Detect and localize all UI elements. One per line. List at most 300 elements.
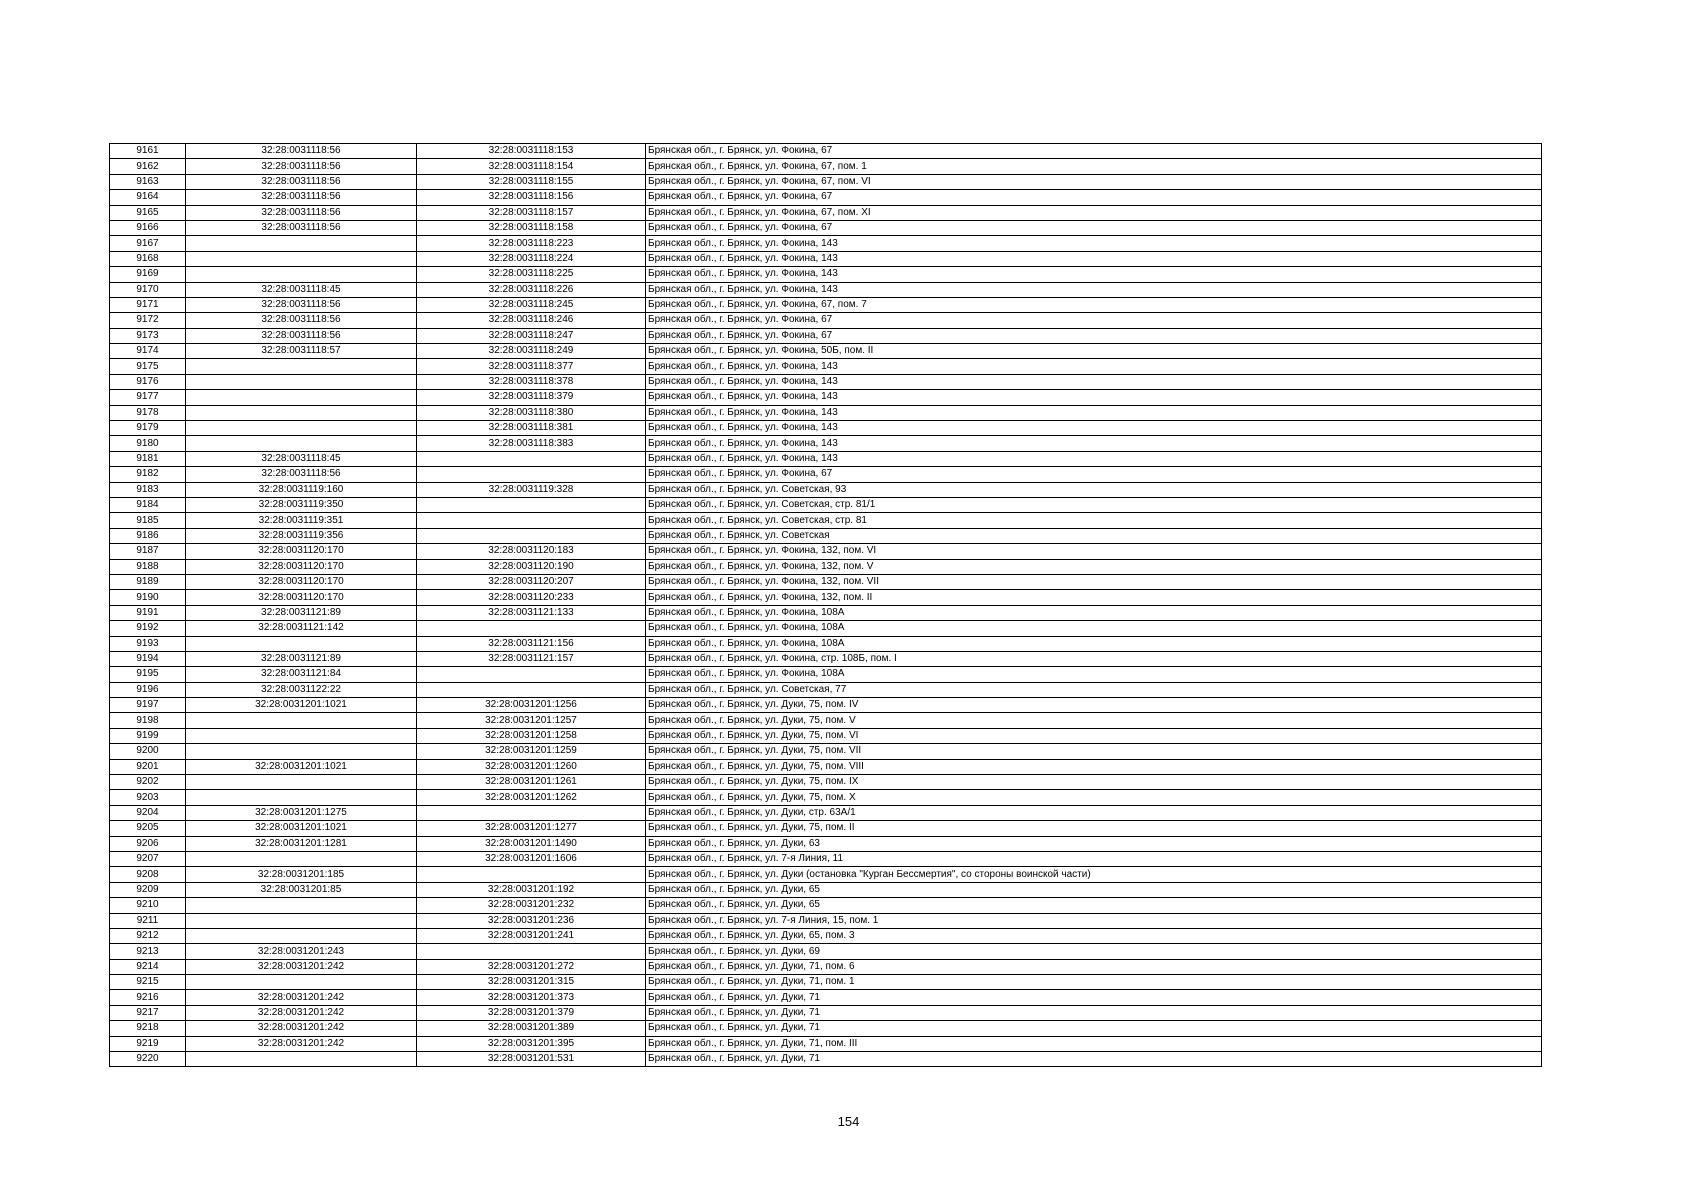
parcel-cadastral-number-cell (186, 251, 417, 266)
table-row (110, 728, 1542, 743)
row-number-cell: 9189 (110, 574, 186, 589)
object-cadastral-number-cell: 32:28:0031118:379 (417, 390, 646, 405)
address-cell: Брянская обл., г. Брянск, ул. Фокина, 67 (646, 144, 1542, 159)
object-cadastral-number-cell: 32:28:0031201:1606 (417, 851, 646, 866)
address-cell: Брянская обл., г. Брянск, ул. Дуки, 71, пом. 1 (646, 975, 1542, 990)
object-cadastral-number-cell (417, 805, 646, 820)
object-cadastral-number-cell: 32:28:0031201:1277 (417, 821, 646, 836)
object-cadastral-number-cell: 32:28:0031118:378 (417, 374, 646, 389)
row-number-cell: 9200 (110, 744, 186, 759)
object-cadastral-number-cell (417, 621, 646, 636)
parcel-cadastral-number-cell (186, 898, 417, 913)
row-number-cell: 9162 (110, 159, 186, 174)
object-cadastral-number-cell: 32:28:0031201:531 (417, 1052, 646, 1067)
parcel-cadastral-number-cell (186, 775, 417, 790)
table-row (110, 605, 1542, 620)
object-cadastral-number-cell: 32:28:0031201:272 (417, 959, 646, 974)
parcel-cadastral-number-cell (186, 359, 417, 374)
table-row (110, 775, 1542, 790)
parcel-cadastral-number-cell: 32:28:0031201:242 (186, 1005, 417, 1020)
row-number-cell: 9196 (110, 682, 186, 697)
row-number-cell: 9165 (110, 205, 186, 220)
object-cadastral-number-cell (417, 944, 646, 959)
address-cell: Брянская обл., г. Брянск, ул. Фокина, 132, пом. V (646, 559, 1542, 574)
table-row (110, 1021, 1542, 1036)
address-cell: Брянская обл., г. Брянск, ул. Фокина, 67, пом. XI (646, 205, 1542, 220)
object-cadastral-number-cell: 32:28:0031118:157 (417, 205, 646, 220)
table-row (110, 975, 1542, 990)
address-cell: Брянская обл., г. Брянск, ул. Фокина, 67 (646, 220, 1542, 235)
parcel-cadastral-number-cell: 32:28:0031118:56 (186, 174, 417, 189)
row-number-cell: 9191 (110, 605, 186, 620)
row-number-cell: 9163 (110, 174, 186, 189)
table-row (110, 621, 1542, 636)
row-number-cell: 9177 (110, 390, 186, 405)
object-cadastral-number-cell: 32:28:0031121:133 (417, 605, 646, 620)
object-cadastral-number-cell: 32:28:0031118:249 (417, 344, 646, 359)
table-row (110, 405, 1542, 420)
parcel-cadastral-number-cell: 32:28:0031118:45 (186, 451, 417, 466)
object-cadastral-number-cell: 32:28:0031120:183 (417, 544, 646, 559)
object-cadastral-number-cell (417, 528, 646, 543)
parcel-cadastral-number-cell (186, 267, 417, 282)
row-number-cell: 9206 (110, 836, 186, 851)
table-row (110, 513, 1542, 528)
row-number-cell: 9175 (110, 359, 186, 374)
row-number-cell: 9172 (110, 313, 186, 328)
object-cadastral-number-cell: 32:28:0031120:190 (417, 559, 646, 574)
object-cadastral-number-cell: 32:28:0031201:232 (417, 898, 646, 913)
table-row (110, 344, 1542, 359)
address-cell: Брянская обл., г. Брянск, ул. Фокина, 67, пом. 1 (646, 159, 1542, 174)
row-number-cell: 9214 (110, 959, 186, 974)
table-row (110, 174, 1542, 189)
address-cell: Брянская обл., г. Брянск, ул. Фокина, 67 (646, 313, 1542, 328)
row-number-cell: 9170 (110, 282, 186, 297)
object-cadastral-number-cell: 32:28:0031118:383 (417, 436, 646, 451)
object-cadastral-number-cell (417, 682, 646, 697)
row-number-cell: 9209 (110, 882, 186, 897)
table-row (110, 851, 1542, 866)
object-cadastral-number-cell (417, 867, 646, 882)
object-cadastral-number-cell: 32:28:0031121:156 (417, 636, 646, 651)
table-row (110, 467, 1542, 482)
address-cell: Брянская обл., г. Брянск, ул. Дуки, 65 (646, 882, 1542, 897)
object-cadastral-number-cell: 32:28:0031118:153 (417, 144, 646, 159)
table-row (110, 667, 1542, 682)
address-cell: Брянская обл., г. Брянск, ул. Советская, стр. 81/1 (646, 497, 1542, 512)
address-cell: Брянская обл., г. Брянск, ул. Дуки, 75, пом. VI (646, 728, 1542, 743)
object-cadastral-number-cell: 32:28:0031201:1258 (417, 728, 646, 743)
row-number-cell: 9168 (110, 251, 186, 266)
table-row (110, 544, 1542, 559)
parcel-cadastral-number-cell: 32:28:0031201:85 (186, 882, 417, 897)
address-cell: Брянская обл., г. Брянск, ул. Дуки, 71, пом. III (646, 1036, 1542, 1051)
parcel-cadastral-number-cell: 32:28:0031121:89 (186, 605, 417, 620)
address-cell: Брянская обл., г. Брянск, ул. 7-я Линия, 15, пом. 1 (646, 913, 1542, 928)
table-row (110, 821, 1542, 836)
address-cell: Брянская обл., г. Брянск, ул. Фокина, 143 (646, 421, 1542, 436)
table-row (110, 928, 1542, 943)
row-number-cell: 9207 (110, 851, 186, 866)
object-cadastral-number-cell: 32:28:0031201:1262 (417, 790, 646, 805)
object-cadastral-number-cell: 32:28:0031201:1259 (417, 744, 646, 759)
row-number-cell: 9183 (110, 482, 186, 497)
table-row (110, 759, 1542, 774)
address-cell: Брянская обл., г. Брянск, ул. Фокина, 50Б, пом. II (646, 344, 1542, 359)
table-row (110, 959, 1542, 974)
parcel-cadastral-number-cell: 32:28:0031201:185 (186, 867, 417, 882)
row-number-cell: 9195 (110, 667, 186, 682)
object-cadastral-number-cell: 32:28:0031118:246 (417, 313, 646, 328)
address-cell: Брянская обл., г. Брянск, ул. Фокина, 143 (646, 390, 1542, 405)
address-cell: Брянская обл., г. Брянск, ул. Фокина, 143 (646, 251, 1542, 266)
table-row (110, 790, 1542, 805)
parcel-cadastral-number-cell (186, 728, 417, 743)
object-cadastral-number-cell: 32:28:0031118:225 (417, 267, 646, 282)
address-cell: Брянская обл., г. Брянск, ул. Дуки, 75, пом. VIII (646, 759, 1542, 774)
address-cell: Брянская обл., г. Брянск, ул. Дуки, 75, пом. V (646, 713, 1542, 728)
table-row (110, 144, 1542, 159)
address-cell: Брянская обл., г. Брянск, ул. Фокина, стр. 108Б, пом. I (646, 651, 1542, 666)
address-cell: Брянская обл., г. Брянск, ул. Фокина, 67 (646, 328, 1542, 343)
address-cell: Брянская обл., г. Брянск, ул. Фокина, 108А (646, 621, 1542, 636)
table-row (110, 574, 1542, 589)
address-cell: Брянская обл., г. Брянск, ул. Дуки, 65, пом. 3 (646, 928, 1542, 943)
table-row (110, 236, 1542, 251)
address-cell: Брянская обл., г. Брянск, ул. Фокина, 143 (646, 236, 1542, 251)
object-cadastral-number-cell: 32:28:0031201:1257 (417, 713, 646, 728)
parcel-cadastral-number-cell: 32:28:0031201:242 (186, 990, 417, 1005)
object-cadastral-number-cell: 32:28:0031118:158 (417, 220, 646, 235)
address-cell: Брянская обл., г. Брянск, ул. Дуки, 71 (646, 990, 1542, 1005)
parcel-cadastral-number-cell: 32:28:0031121:142 (186, 621, 417, 636)
row-number-cell: 9213 (110, 944, 186, 959)
address-cell: Брянская обл., г. Брянск, ул. Дуки, стр. 63А/1 (646, 805, 1542, 820)
object-cadastral-number-cell: 32:28:0031120:233 (417, 590, 646, 605)
parcel-cadastral-number-cell (186, 436, 417, 451)
table-row (110, 590, 1542, 605)
table-row (110, 1005, 1542, 1020)
table-row (110, 944, 1542, 959)
table-row (110, 390, 1542, 405)
parcel-cadastral-number-cell: 32:28:0031119:160 (186, 482, 417, 497)
row-number-cell: 9176 (110, 374, 186, 389)
table-row (110, 282, 1542, 297)
parcel-cadastral-number-cell: 32:28:0031201:242 (186, 959, 417, 974)
address-cell: Брянская обл., г. Брянск, ул. Советская, 93 (646, 482, 1542, 497)
row-number-cell: 9174 (110, 344, 186, 359)
row-number-cell: 9161 (110, 144, 186, 159)
object-cadastral-number-cell (417, 467, 646, 482)
object-cadastral-number-cell: 32:28:0031201:1490 (417, 836, 646, 851)
address-cell: Брянская обл., г. Брянск, ул. Дуки, 69 (646, 944, 1542, 959)
row-number-cell: 9203 (110, 790, 186, 805)
table-row (110, 805, 1542, 820)
row-number-cell: 9187 (110, 544, 186, 559)
object-cadastral-number-cell: 32:28:0031118:155 (417, 174, 646, 189)
table-row (110, 374, 1542, 389)
table-row (110, 421, 1542, 436)
row-number-cell: 9184 (110, 497, 186, 512)
address-cell: Брянская обл., г. Брянск, ул. Фокина, 143 (646, 267, 1542, 282)
table-row (110, 528, 1542, 543)
parcel-cadastral-number-cell: 32:28:0031118:56 (186, 297, 417, 312)
parcel-cadastral-number-cell (186, 1052, 417, 1067)
object-cadastral-number-cell: 32:28:0031201:236 (417, 913, 646, 928)
table-row (110, 436, 1542, 451)
address-cell: Брянская обл., г. Брянск, ул. Фокина, 67 (646, 190, 1542, 205)
object-cadastral-number-cell: 32:28:0031118:380 (417, 405, 646, 420)
row-number-cell: 9194 (110, 651, 186, 666)
parcel-cadastral-number-cell: 32:28:0031118:56 (186, 144, 417, 159)
address-cell: Брянская обл., г. Брянск, ул. Дуки, 75, пом. IX (646, 775, 1542, 790)
row-number-cell: 9220 (110, 1052, 186, 1067)
parcel-cadastral-number-cell: 32:28:0031120:170 (186, 559, 417, 574)
parcel-cadastral-number-cell (186, 636, 417, 651)
table-row (110, 867, 1542, 882)
parcel-cadastral-number-cell: 32:28:0031118:56 (186, 467, 417, 482)
table-row (110, 882, 1542, 897)
object-cadastral-number-cell: 32:28:0031201:192 (417, 882, 646, 897)
row-number-cell: 9218 (110, 1021, 186, 1036)
row-number-cell: 9205 (110, 821, 186, 836)
parcel-cadastral-number-cell: 32:28:0031201:1281 (186, 836, 417, 851)
table-row (110, 713, 1542, 728)
address-cell: Брянская обл., г. Брянск, ул. Советская, 77 (646, 682, 1542, 697)
object-cadastral-number-cell: 32:28:0031201:241 (417, 928, 646, 943)
object-cadastral-number-cell: 32:28:0031201:395 (417, 1036, 646, 1051)
address-cell: Брянская обл., г. Брянск, ул. Фокина, 67, пом. 7 (646, 297, 1542, 312)
parcel-cadastral-number-cell: 32:28:0031120:170 (186, 574, 417, 589)
table-row (110, 220, 1542, 235)
table-row (110, 313, 1542, 328)
object-cadastral-number-cell: 32:28:0031120:207 (417, 574, 646, 589)
address-cell: Брянская обл., г. Брянск, ул. Фокина, 143 (646, 405, 1542, 420)
object-cadastral-number-cell: 32:28:0031118:223 (417, 236, 646, 251)
object-cadastral-number-cell: 32:28:0031201:379 (417, 1005, 646, 1020)
object-cadastral-number-cell (417, 513, 646, 528)
address-cell: Брянская обл., г. Брянск, ул. Фокина, 143 (646, 451, 1542, 466)
row-number-cell: 9199 (110, 728, 186, 743)
parcel-cadastral-number-cell (186, 236, 417, 251)
table-row (110, 190, 1542, 205)
address-cell: Брянская обл., г. Брянск, ул. 7-я Линия, 11 (646, 851, 1542, 866)
parcel-cadastral-number-cell: 32:28:0031118:56 (186, 159, 417, 174)
object-cadastral-number-cell (417, 667, 646, 682)
address-cell: Брянская обл., г. Брянск, ул. Дуки, 75, пом. II (646, 821, 1542, 836)
parcel-cadastral-number-cell: 32:28:0031201:242 (186, 1021, 417, 1036)
table-row (110, 990, 1542, 1005)
parcel-cadastral-number-cell: 32:28:0031118:56 (186, 205, 417, 220)
parcel-cadastral-number-cell: 32:28:0031201:242 (186, 1036, 417, 1051)
table-row (110, 451, 1542, 466)
row-number-cell: 9217 (110, 1005, 186, 1020)
parcel-cadastral-number-cell: 32:28:0031119:351 (186, 513, 417, 528)
object-cadastral-number-cell: 32:28:0031118:247 (417, 328, 646, 343)
parcel-cadastral-number-cell: 32:28:0031201:1021 (186, 821, 417, 836)
object-cadastral-number-cell: 32:28:0031118:224 (417, 251, 646, 266)
parcel-cadastral-number-cell: 32:28:0031118:56 (186, 190, 417, 205)
table-row (110, 744, 1542, 759)
row-number-cell: 9201 (110, 759, 186, 774)
object-cadastral-number-cell: 32:28:0031121:157 (417, 651, 646, 666)
parcel-cadastral-number-cell (186, 390, 417, 405)
table-row (110, 359, 1542, 374)
row-number-cell: 9181 (110, 451, 186, 466)
parcel-cadastral-number-cell (186, 913, 417, 928)
row-number-cell: 9212 (110, 928, 186, 943)
parcel-cadastral-number-cell (186, 851, 417, 866)
table-row (110, 267, 1542, 282)
address-cell: Брянская обл., г. Брянск, ул. Фокина, 108А (646, 636, 1542, 651)
parcel-cadastral-number-cell (186, 928, 417, 943)
address-cell: Брянская обл., г. Брянск, ул. Фокина, 67, пом. VI (646, 174, 1542, 189)
parcel-cadastral-number-cell (186, 374, 417, 389)
page-number: 154 (837, 1114, 860, 1129)
row-number-cell: 9208 (110, 867, 186, 882)
row-number-cell: 9219 (110, 1036, 186, 1051)
address-cell: Брянская обл., г. Брянск, ул. Дуки, 71 (646, 1005, 1542, 1020)
parcel-cadastral-number-cell: 32:28:0031120:170 (186, 590, 417, 605)
address-cell: Брянская обл., г. Брянск, ул. Фокина, 132, пом. VI (646, 544, 1542, 559)
parcel-cadastral-number-cell (186, 713, 417, 728)
table-row (110, 1036, 1542, 1051)
address-cell: Брянская обл., г. Брянск, ул. Фокина, 143 (646, 359, 1542, 374)
object-cadastral-number-cell: 32:28:0031119:328 (417, 482, 646, 497)
object-cadastral-number-cell: 32:28:0031118:226 (417, 282, 646, 297)
address-cell: Брянская обл., г. Брянск, ул. Фокина, 67 (646, 467, 1542, 482)
address-cell: Брянская обл., г. Брянск, ул. Дуки, 65 (646, 898, 1542, 913)
table-row (110, 159, 1542, 174)
table-row (110, 836, 1542, 851)
parcel-cadastral-number-cell (186, 744, 417, 759)
table-row (110, 297, 1542, 312)
table-row (110, 1052, 1542, 1067)
table-row (110, 898, 1542, 913)
address-cell: Брянская обл., г. Брянск, ул. Фокина, 132, пом. VII (646, 574, 1542, 589)
parcel-cadastral-number-cell: 32:28:0031119:356 (186, 528, 417, 543)
registry-table (109, 143, 1542, 1067)
parcel-cadastral-number-cell: 32:28:0031121:84 (186, 667, 417, 682)
table-row (110, 328, 1542, 343)
address-cell: Брянская обл., г. Брянск, ул. Советская (646, 528, 1542, 543)
table-row (110, 482, 1542, 497)
object-cadastral-number-cell: 32:28:0031201:1256 (417, 698, 646, 713)
row-number-cell: 9173 (110, 328, 186, 343)
row-number-cell: 9179 (110, 421, 186, 436)
address-cell: Брянская обл., г. Брянск, ул. Дуки, 75, пом. X (646, 790, 1542, 805)
parcel-cadastral-number-cell: 32:28:0031121:89 (186, 651, 417, 666)
row-number-cell: 9197 (110, 698, 186, 713)
address-cell: Брянская обл., г. Брянск, ул. Фокина, 143 (646, 436, 1542, 451)
parcel-cadastral-number-cell: 32:28:0031201:1021 (186, 698, 417, 713)
parcel-cadastral-number-cell (186, 790, 417, 805)
parcel-cadastral-number-cell: 32:28:0031201:1021 (186, 759, 417, 774)
address-cell: Брянская обл., г. Брянск, ул. Дуки, 71, пом. 6 (646, 959, 1542, 974)
parcel-cadastral-number-cell: 32:28:0031118:56 (186, 328, 417, 343)
row-number-cell: 9188 (110, 559, 186, 574)
row-number-cell: 9180 (110, 436, 186, 451)
row-number-cell: 9164 (110, 190, 186, 205)
address-cell: Брянская обл., г. Брянск, ул. Дуки, 71 (646, 1021, 1542, 1036)
object-cadastral-number-cell (417, 497, 646, 512)
row-number-cell: 9185 (110, 513, 186, 528)
object-cadastral-number-cell: 32:28:0031201:1260 (417, 759, 646, 774)
parcel-cadastral-number-cell: 32:28:0031118:57 (186, 344, 417, 359)
parcel-cadastral-number-cell: 32:28:0031120:170 (186, 544, 417, 559)
table-row (110, 205, 1542, 220)
parcel-cadastral-number-cell: 32:28:0031118:56 (186, 220, 417, 235)
row-number-cell: 9186 (110, 528, 186, 543)
table-row (110, 682, 1542, 697)
parcel-cadastral-number-cell: 32:28:0031119:350 (186, 497, 417, 512)
object-cadastral-number-cell: 32:28:0031201:389 (417, 1021, 646, 1036)
address-cell: Брянская обл., г. Брянск, ул. Фокина, 143 (646, 282, 1542, 297)
row-number-cell: 9216 (110, 990, 186, 1005)
table-row (110, 913, 1542, 928)
address-cell: Брянская обл., г. Брянск, ул. Дуки, 75, пом. IV (646, 698, 1542, 713)
address-cell: Брянская обл., г. Брянск, ул. Фокина, 143 (646, 374, 1542, 389)
row-number-cell: 9166 (110, 220, 186, 235)
row-number-cell: 9190 (110, 590, 186, 605)
address-cell: Брянская обл., г. Брянск, ул. Советская, стр. 81 (646, 513, 1542, 528)
object-cadastral-number-cell: 32:28:0031118:154 (417, 159, 646, 174)
object-cadastral-number-cell: 32:28:0031201:315 (417, 975, 646, 990)
parcel-cadastral-number-cell: 32:28:0031122:22 (186, 682, 417, 697)
row-number-cell: 9182 (110, 467, 186, 482)
address-cell: Брянская обл., г. Брянск, ул. Фокина, 108А (646, 667, 1542, 682)
parcel-cadastral-number-cell: 32:28:0031201:243 (186, 944, 417, 959)
address-cell: Брянская обл., г. Брянск, ул. Дуки, 75, пом. VII (646, 744, 1542, 759)
object-cadastral-number-cell (417, 451, 646, 466)
address-cell: Брянская обл., г. Брянск, ул. Дуки, 63 (646, 836, 1542, 851)
parcel-cadastral-number-cell: 32:28:0031201:1275 (186, 805, 417, 820)
row-number-cell: 9178 (110, 405, 186, 420)
row-number-cell: 9167 (110, 236, 186, 251)
object-cadastral-number-cell: 32:28:0031201:373 (417, 990, 646, 1005)
table-row (110, 651, 1542, 666)
row-number-cell: 9192 (110, 621, 186, 636)
object-cadastral-number-cell: 32:28:0031118:381 (417, 421, 646, 436)
object-cadastral-number-cell: 32:28:0031118:377 (417, 359, 646, 374)
parcel-cadastral-number-cell (186, 421, 417, 436)
parcel-cadastral-number-cell: 32:28:0031118:45 (186, 282, 417, 297)
table-row (110, 698, 1542, 713)
address-cell: Брянская обл., г. Брянск, ул. Дуки, 71 (646, 1052, 1542, 1067)
parcel-cadastral-number-cell: 32:28:0031118:56 (186, 313, 417, 328)
object-cadastral-number-cell: 32:28:0031118:245 (417, 297, 646, 312)
row-number-cell: 9210 (110, 898, 186, 913)
registry-table-body (110, 144, 1542, 1067)
object-cadastral-number-cell: 32:28:0031201:1261 (417, 775, 646, 790)
table-row (110, 559, 1542, 574)
table-row (110, 251, 1542, 266)
row-number-cell: 9204 (110, 805, 186, 820)
table-row (110, 636, 1542, 651)
address-cell: Брянская обл., г. Брянск, ул. Фокина, 108А (646, 605, 1542, 620)
row-number-cell: 9215 (110, 975, 186, 990)
row-number-cell: 9211 (110, 913, 186, 928)
row-number-cell: 9171 (110, 297, 186, 312)
row-number-cell: 9202 (110, 775, 186, 790)
object-cadastral-number-cell: 32:28:0031118:156 (417, 190, 646, 205)
row-number-cell: 9193 (110, 636, 186, 651)
table-row (110, 497, 1542, 512)
address-cell: Брянская обл., г. Брянск, ул. Дуки (остановка "Курган Бессмертия", со стороны воинской части) (646, 867, 1542, 882)
parcel-cadastral-number-cell (186, 405, 417, 420)
row-number-cell: 9169 (110, 267, 186, 282)
